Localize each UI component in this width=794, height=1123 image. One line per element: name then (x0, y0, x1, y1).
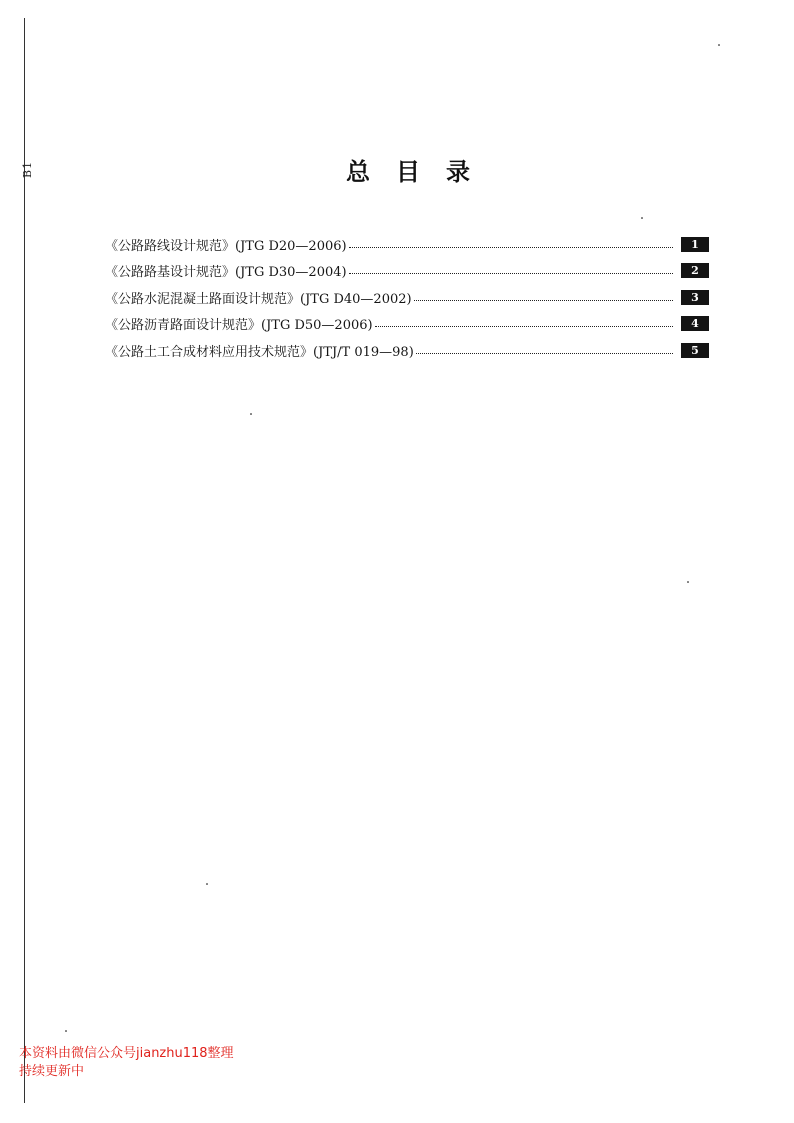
section-tab-badge: 1 (681, 237, 709, 252)
toc-entry-3[interactable] (105, 284, 709, 311)
toc-entry-title: 《公路沥青路面设计规范》(JTG D50—2006) (105, 318, 373, 334)
section-tab-badge: 2 (681, 263, 709, 278)
toc-entry-title: 《公路土工合成材料应用技术规范》(JTJ/T 019—98) (105, 344, 414, 360)
scan-speck (206, 883, 208, 885)
section-tab-badge: 5 (681, 343, 709, 358)
toc-entry-title: 《公路路线设计规范》(JTG D20—2006) (105, 238, 347, 254)
toc-entry-title: 《公路路基设计规范》(JTG D30—2004) (105, 265, 347, 281)
scan-speck (718, 44, 720, 46)
dot-leader (414, 300, 673, 301)
footer-note-line-2: 持续更新中 (19, 1064, 85, 1079)
toc-entry-title: 《公路水泥混凝土路面设计规范》(JTG D40—2002) (105, 291, 412, 307)
toc-entry-4[interactable] (105, 311, 709, 338)
table-of-contents (105, 231, 709, 364)
side-section-mark: B1 (21, 160, 34, 178)
scan-speck (687, 581, 689, 583)
footer-note-line-1: 本资料由微信公众号jianzhu118整理 (19, 1046, 234, 1061)
section-tab-badge: 3 (681, 290, 709, 305)
footer-watermark-note (19, 1045, 234, 1081)
toc-entry-1[interactable] (105, 231, 709, 258)
page-title: 总目录 (346, 158, 496, 186)
toc-entry-2[interactable] (105, 258, 709, 285)
dot-leader (416, 353, 673, 354)
scan-speck (250, 413, 252, 415)
scan-speck (641, 217, 643, 219)
scan-speck (65, 1030, 67, 1032)
toc-entry-5[interactable] (105, 337, 709, 364)
section-tab-badge: 4 (681, 316, 709, 331)
dot-leader (349, 273, 673, 274)
dot-leader (375, 326, 673, 327)
dot-leader (349, 247, 673, 248)
